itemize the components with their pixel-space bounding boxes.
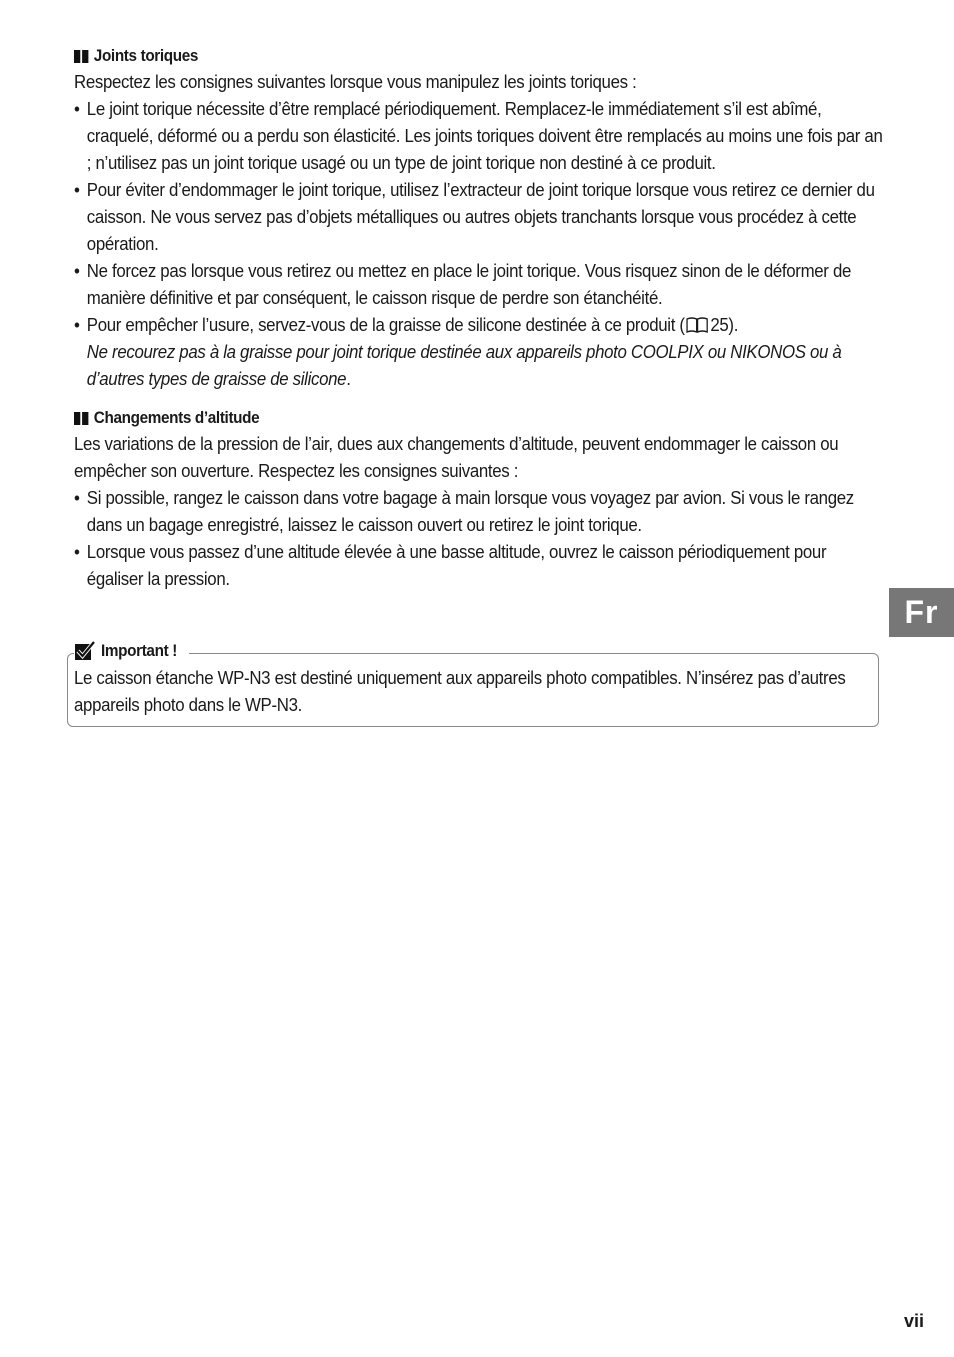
- important-title: Important !: [101, 641, 177, 660]
- language-tab: Fr: [889, 588, 954, 637]
- list-item: [74, 311, 883, 392]
- italic-warning: Ne recourez pas à la graisse pour joint torique destinée aux appareils photo COOLPIX ou NIKONOS ou à d’autres types de graisse de silicone: [86, 341, 842, 389]
- section-intro: Respectez les consignes suivantes lorsque vous manipulez les joints toriques :: [74, 71, 637, 92]
- list-item: • Le joint torique nécessite d’être remplacé périodiquement. Remplacez-le immédiatement s’il est abîmé, craquelé, déformé ou a perdu son élasticité. Les joints toriques doivent être remplacés au moins une fois par an ; n’utilisez pas un joint torique usagé ou un type de joint torique non destiné à ce produit.: [74, 95, 883, 176]
- bullet-list-altitude: [74, 484, 874, 592]
- section-title: Joints toriques: [93, 46, 199, 65]
- section-intro: Les variations de la pression de l’air, dues aux changements d’altitude, peuvent endommager le caisson ou empêcher son ouverture. Respectez les consignes suivantes :: [74, 433, 839, 481]
- list-item: • Lorsque vous passez d’une altitude élevée à une basse altitude, ouvrez le caisson périodiquement pour égaliser la pression.: [74, 538, 883, 592]
- section-heading-altitude: [74, 406, 794, 430]
- important-heading: [74, 639, 189, 663]
- period: .: [346, 368, 351, 389]
- list-item: • Ne forcez pas lorsque vous retirez ou mettez en place le joint torique. Vous risquez sinon de le déformer de manière définitive et par conséquent, le caisson risque de perdre son étanchéité.: [74, 257, 883, 311]
- page-reference: 25).: [710, 314, 739, 335]
- important-text: Le caisson étanche WP-N3 est destiné uniquement aux appareils photo compatibles. N’insérez pas d’autres appareils photo dans le WP-N3.: [74, 667, 846, 715]
- list-item: • Si possible, rangez le caisson dans votre bagage à main lorsque vous voyagez par avion. Si vous le rangez dans un bagage enregistré, laissez le caisson ouvert ou retirez le joint torique.: [74, 484, 883, 538]
- page-content: [74, 44, 883, 592]
- bullet-list-orings: [74, 95, 883, 392]
- list-item: • Pour éviter d’endommager le joint torique, utilisez l’extracteur de joint torique lorsque vous retirez ce dernier du caisson. Ne vous servez pas d’objets métalliques ou autres objets tranchants lorsque vous procédez à cette opération.: [74, 176, 883, 257]
- double-square-icon: [74, 50, 88, 63]
- check-icon: [74, 641, 96, 661]
- bullet-text: Pour empêcher l’usure, servez-vous de la graisse de silicone destinée à ce produit (: [86, 314, 685, 335]
- book-icon: [686, 316, 710, 334]
- page-number: vii: [903, 1311, 924, 1331]
- section-title: Changements d’altitude: [93, 408, 260, 427]
- section-heading-orings: [74, 44, 794, 68]
- double-square-icon: [74, 412, 88, 425]
